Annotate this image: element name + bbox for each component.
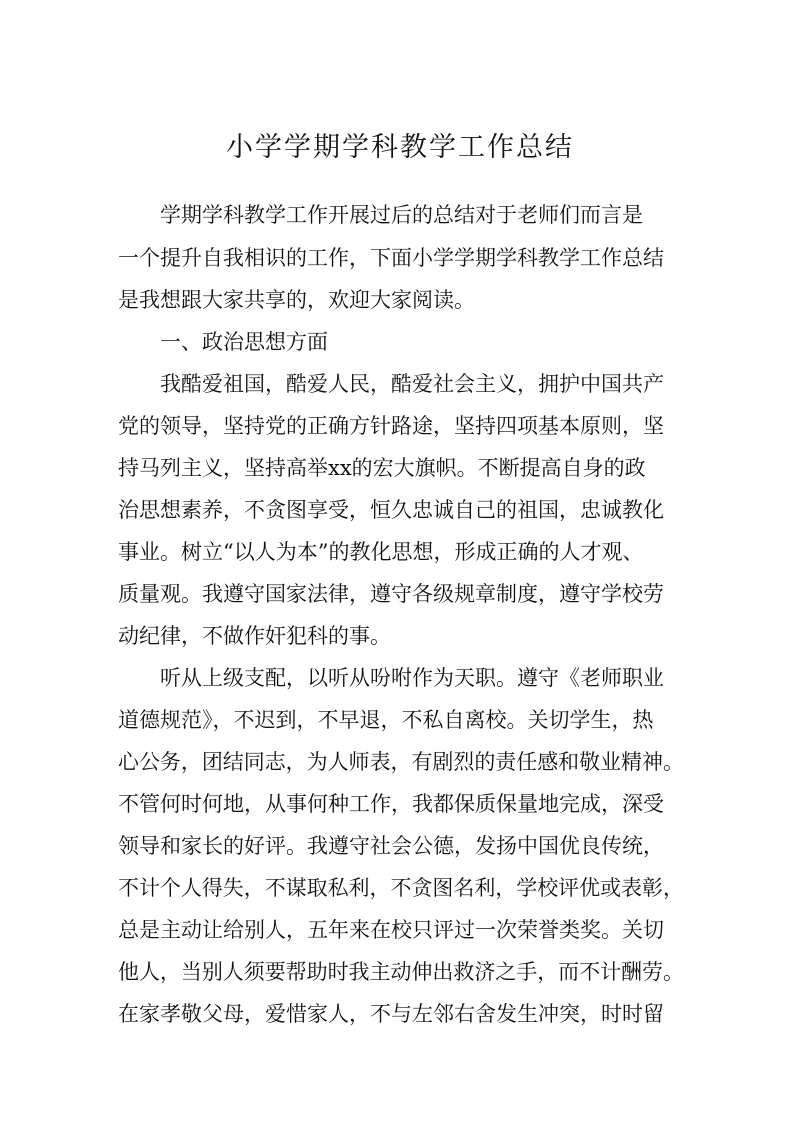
text-line: 是我想跟大家共享的，欢迎大家阅读。 bbox=[118, 288, 475, 312]
text-line: 党的领导，坚持党的正确方针路途，坚持四项基本原则，坚 bbox=[118, 414, 664, 438]
text-line: 总是主动让给别人，五年来在校只评过一次荣誉类奖。关切 bbox=[118, 918, 664, 942]
text-line: 不计个人得失，不谋取私利，不贪图名利，学校评优或表彰， bbox=[118, 876, 684, 900]
text-line: 治思想素养，不贪图享受，恒久忠诚自己的祖国，忠诚教化 bbox=[118, 498, 664, 522]
text-line: 一个提升自我相识的工作，下面小学学期学科教学工作总结 bbox=[118, 246, 664, 270]
text-line: 持马列主义，坚持高举xx的宏大旗帜。不断提高自身的政 bbox=[118, 456, 646, 480]
text-line: 道德规范》，不迟到，不早退，不私自离校。关切学生，热 bbox=[118, 708, 654, 732]
text-line: 质量观。我遵守国家法律，遵守各级规章制度，遵守学校劳 bbox=[118, 582, 664, 606]
text-line: 我酷爱祖国，酷爱人民，酷爱社会主义，拥护中国共产 bbox=[160, 372, 664, 396]
text-line: 他人，当别人须要帮助时我主动伸出救济之手，而不计酬劳。 bbox=[118, 960, 684, 984]
text-line: 学期学科教学工作开展过后的总结对于老师们而言是 bbox=[160, 203, 643, 227]
text-line: 心公务，团结同志，为人师表，有剧烈的责任感和敬业精神。 bbox=[118, 750, 684, 774]
text-line: 事业。树立“以人为本”的教化思想，形成正确的人才观、 bbox=[118, 540, 644, 564]
text-line: 听从上级支配，以听从吩咐作为天职。遵守《老师职业 bbox=[160, 666, 664, 690]
text-line: 动纪律，不做作奸犯科的事。 bbox=[118, 624, 391, 648]
section-heading: 一、政治思想方面 bbox=[160, 330, 328, 354]
text-line: 在家孝敬父母，爱惜家人，不与左邻右舍发生冲突，时时留 bbox=[118, 1002, 664, 1026]
document-title: 小学学期学科教学工作总结 bbox=[226, 132, 574, 163]
text-line: 领导和家长的好评。我遵守社会公德，发扬中国优良传统， bbox=[118, 834, 664, 858]
text-line: 不管何时何地，从事何种工作，我都保质保量地完成，深受 bbox=[118, 792, 664, 816]
